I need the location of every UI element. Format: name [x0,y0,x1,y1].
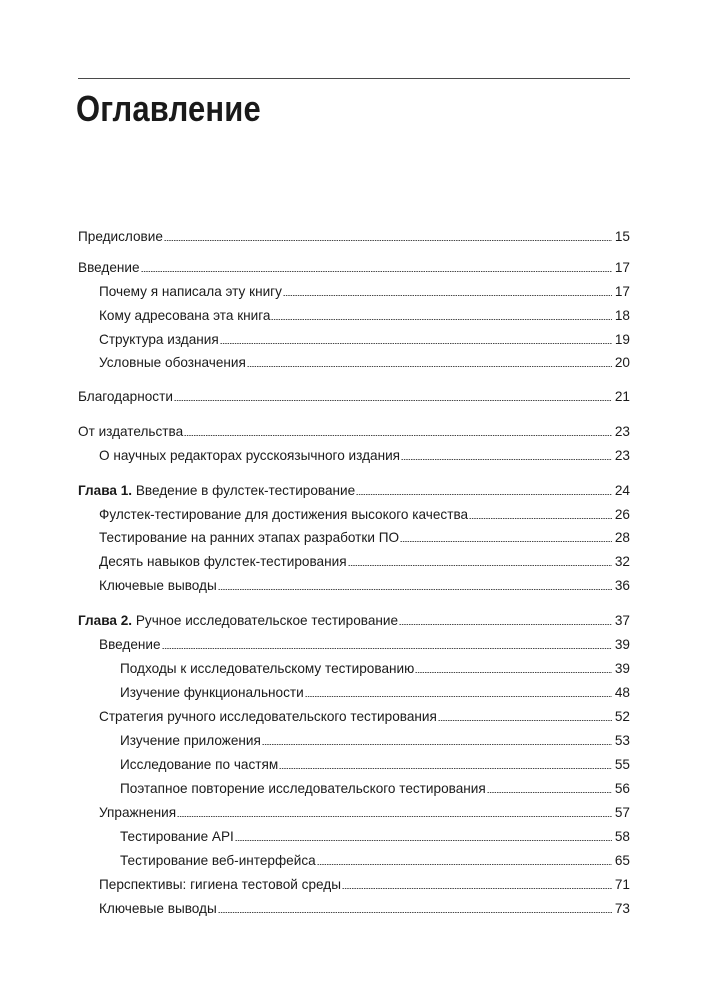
toc-entry-page: 32 [614,554,630,569]
toc-entry-page: 17 [614,260,630,275]
toc-entry-web-ui-testing[interactable] [120,851,630,871]
toc-entry-title: Стратегия ручного исследовательского тестирования [99,709,437,724]
toc-entry-title: Структура издания [99,332,219,347]
toc-entry-page: 39 [614,661,630,676]
toc-entry-page: 55 [614,757,630,772]
dot-leader [220,343,612,344]
toc-entry-page: 20 [614,355,630,370]
dot-leader [348,565,612,566]
toc-entry-title: Упражнения [99,805,177,820]
toc-entry-why-i-wrote[interactable] [99,282,630,302]
toc-entry-structure[interactable] [99,330,630,350]
toc-entry-app-study[interactable] [120,731,630,751]
toc-entry-page: 56 [614,781,630,796]
toc-entry-title: Десять навыков фулстек-тестирования [99,554,347,569]
toc-entry-title: Введение [99,637,161,652]
dot-leader [162,648,612,649]
toc-entry-functionality-study[interactable] [120,683,630,703]
dot-leader [317,864,612,865]
toc-entry-page: 26 [614,507,630,522]
toc-entry-exercises[interactable] [99,803,630,823]
toc-entry-page: 73 [614,901,630,916]
toc-entry-title: От издательства [78,424,184,439]
toc-entry-exploring-in-parts[interactable] [120,755,630,775]
toc-entry-chapter-2[interactable] [78,611,630,631]
toc-entry-title: О научных редакторах русскоязычного издания [99,448,401,463]
dot-leader [279,768,612,769]
toc-entry-title: Изучение приложения [120,733,261,748]
dot-leader [262,744,612,745]
dot-leader [283,295,612,296]
toc-entry-exploratory-approaches[interactable] [120,659,630,679]
toc-entry-page: 21 [614,389,630,404]
toc-entry-page: 17 [614,284,630,299]
toc-entry-page: 65 [614,853,630,868]
toc-entry-page: 18 [614,308,630,323]
dot-leader [487,792,612,793]
dot-leader [218,912,612,913]
toc-entry-chapter-1[interactable] [78,481,630,501]
toc-entry-page: 19 [614,332,630,347]
toc-entry-title: Почему я написала эту книгу [99,284,282,299]
toc-entry-audience[interactable] [99,306,630,326]
toc-entry-environment-hygiene[interactable] [99,875,630,895]
toc-entry-title: Тестирование API [120,829,234,844]
toc-entry-title: Глава 1. Введение в фулстек-тестирование [78,483,356,498]
dot-leader [271,319,611,320]
dot-leader [438,720,612,721]
toc-entry-title: Благодарности [78,389,173,404]
toc-entry-page: 37 [614,613,630,628]
toc-entry-page: 15 [614,229,630,244]
toc-entry-early-testing[interactable] [99,528,630,548]
toc-entry-manual-strategy[interactable] [99,707,630,727]
toc-entry-page: 24 [614,483,630,498]
toc-entry-title: Перспективы: гигиена тестовой среды [99,877,341,892]
dot-leader [305,696,612,697]
toc-entry-title: Глава 2. Ручное исследовательское тестирование [78,613,399,628]
toc-entry-scientific-editors[interactable] [99,446,630,466]
dot-leader [400,541,612,542]
toc-entry-title: Тестирование на ранних этапах разработки ПО [99,530,400,545]
toc-entry-ten-skills[interactable] [99,552,630,572]
toc-entry-title: Кому адресована эта книга [99,308,271,323]
toc-entry-key-takeaways-1[interactable] [99,576,630,596]
toc-entry-ch2-introduction[interactable] [99,635,630,655]
dot-leader [247,366,612,367]
dot-leader [141,271,612,272]
toc-entry-page: 23 [614,448,630,463]
dot-leader [401,459,612,460]
toc-entry-title: Фулстек-тестирование для достижения высокого качества [99,507,469,522]
page-title: Оглавление [76,88,261,129]
dot-leader [235,840,612,841]
dot-leader [342,888,612,889]
dot-leader [164,240,612,241]
toc-entry-title: Тестирование веб-интерфейса [120,853,316,868]
toc-entry-page: 39 [614,637,630,652]
dot-leader [218,589,612,590]
toc-entry-page: 58 [614,829,630,844]
toc-entry-title: Поэтапное повторение исследовательского тестирования [120,781,486,796]
toc-entry-title: Условные обозначения [99,355,246,370]
dot-leader [174,400,612,401]
dot-leader [177,816,612,817]
toc-entry-page: 23 [614,424,630,439]
toc-entry-page: 71 [614,877,630,892]
toc-entry-preface[interactable] [78,227,630,247]
toc-entry-page: 52 [614,709,630,724]
toc-entry-api-testing[interactable] [120,827,630,847]
toc-entry-page: 53 [614,733,630,748]
toc-entry-title: Предисловие [78,229,163,244]
toc-entry-staged-repetition[interactable] [120,779,630,799]
toc-entry-title: Подходы к исследовательскому тестированию [120,661,415,676]
toc-entry-high-quality[interactable] [99,505,630,525]
toc-entry-acknowledgments[interactable] [78,387,630,407]
dot-leader [469,518,612,519]
toc-entry-title: Исследование по частям [120,757,279,772]
toc-entry-page: 28 [614,530,630,545]
dot-leader [399,624,612,625]
toc-entry-page: 57 [614,805,630,820]
toc-entry-key-takeaways-2[interactable] [99,899,630,919]
dot-leader [415,672,612,673]
toc-entry-title: Ключевые выводы [99,901,217,916]
toc-entry-title: Введение [78,260,140,275]
toc-entry-page: 48 [614,685,630,700]
toc-entry-title: Ключевые выводы [99,578,217,593]
toc-entry-title: Изучение функциональности [120,685,304,700]
toc-entry-introduction[interactable] [78,258,630,278]
dot-leader [356,494,612,495]
toc-entry-page: 36 [614,578,630,593]
dot-leader [184,435,612,436]
toc-entry-from-publisher[interactable] [78,422,630,442]
toc-entry-conventions[interactable] [99,353,630,373]
